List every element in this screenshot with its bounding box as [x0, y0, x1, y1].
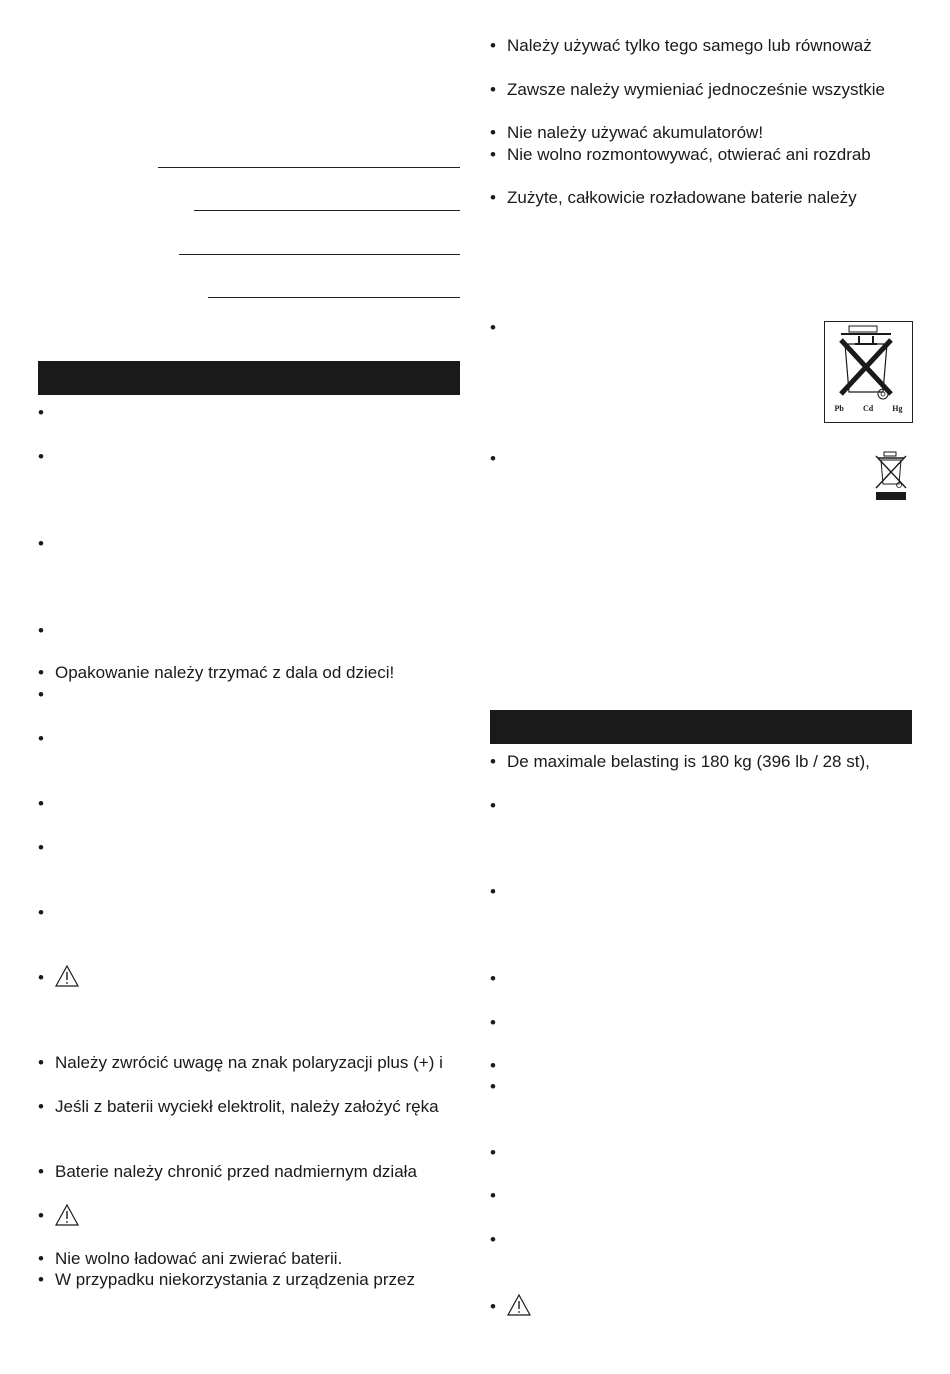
section-header-bar-left [38, 361, 460, 395]
bullet: • [38, 1053, 44, 1072]
bullet: • [38, 447, 44, 466]
battery-disposal-icon [824, 321, 913, 423]
list-item-text: Nie wolno rozmontowywać, otwierać ani rozdrab [507, 145, 871, 164]
bullet: • [490, 796, 496, 815]
bullet: • [38, 794, 44, 813]
bullet: • [490, 123, 496, 142]
list-item-text: Nie należy używać akumulatorów! [507, 123, 764, 142]
bullet: • [490, 1013, 496, 1032]
bullet: • [490, 752, 496, 771]
fill-line-1 [158, 167, 460, 168]
bullet: • [38, 1206, 44, 1225]
bullet: • [38, 729, 44, 748]
bullet: • [490, 1056, 496, 1075]
warning-triangle-icon [54, 964, 80, 988]
bullet: • [38, 1097, 44, 1116]
list-item-text: Należy używać tylko tego samego lub równoważ [507, 36, 872, 55]
bullet: • [38, 685, 44, 704]
weee-bin-icon [872, 450, 910, 502]
list-item-text: Zużyte, całkowicie rozładowane baterie należy [507, 188, 857, 207]
bullet: • [490, 80, 496, 99]
bullet: • [490, 1077, 496, 1096]
list-item-text: W przypadku niekorzystania z urządzenia przez [55, 1270, 415, 1289]
bullet: • [38, 1270, 44, 1289]
warning-triangle-icon [506, 1293, 532, 1317]
bullet: • [38, 1249, 44, 1268]
warning-triangle-icon [54, 1203, 80, 1227]
bullet: • [490, 882, 496, 901]
bullet: • [490, 36, 496, 55]
bullet: • [38, 903, 44, 922]
fill-line-3 [179, 254, 460, 255]
bullet: • [490, 188, 496, 207]
bullet: • [490, 449, 496, 468]
list-item-text: Opakowanie należy trzymać z dala od dzieci! [55, 663, 395, 682]
bullet: • [38, 403, 44, 422]
bullet: • [490, 1186, 496, 1205]
bullet: • [490, 1143, 496, 1162]
bullet: • [38, 534, 44, 553]
label-pb: Pb [834, 404, 844, 413]
bullet: • [38, 1162, 44, 1181]
section-header-bar-right [490, 710, 912, 744]
fill-line-4 [208, 297, 460, 298]
bullet: • [490, 318, 496, 337]
symbol-labels [825, 404, 912, 413]
crossed-bin-icon [825, 322, 912, 404]
list-item-text: Należy zwrócić uwagę na znak polaryzacji plus (+) i [55, 1053, 443, 1072]
list-item-text: De maximale belasting is 180 kg (396 lb / 28 st), [507, 752, 870, 771]
bullet: • [490, 145, 496, 164]
label-hg: Hg [892, 404, 903, 413]
bullet: • [38, 968, 44, 987]
list-item-text: Jeśli z baterii wyciekł elektrolit, należy założyć ręka [55, 1097, 439, 1116]
list-item-text: Baterie należy chronić przed nadmiernym działa [55, 1162, 417, 1181]
fill-line-2 [194, 210, 460, 211]
label-cd: Cd [862, 404, 874, 413]
bullet: • [490, 1230, 496, 1249]
list-item-text: Nie wolno ładować ani zwierać baterii. [55, 1249, 343, 1268]
bullet: • [38, 621, 44, 640]
bullet: • [490, 969, 496, 988]
list-item-text: Zawsze należy wymieniać jednocześnie wszystkie [507, 80, 885, 99]
bullet: • [490, 1297, 496, 1316]
bullet: • [38, 663, 44, 682]
bullet: • [38, 838, 44, 857]
